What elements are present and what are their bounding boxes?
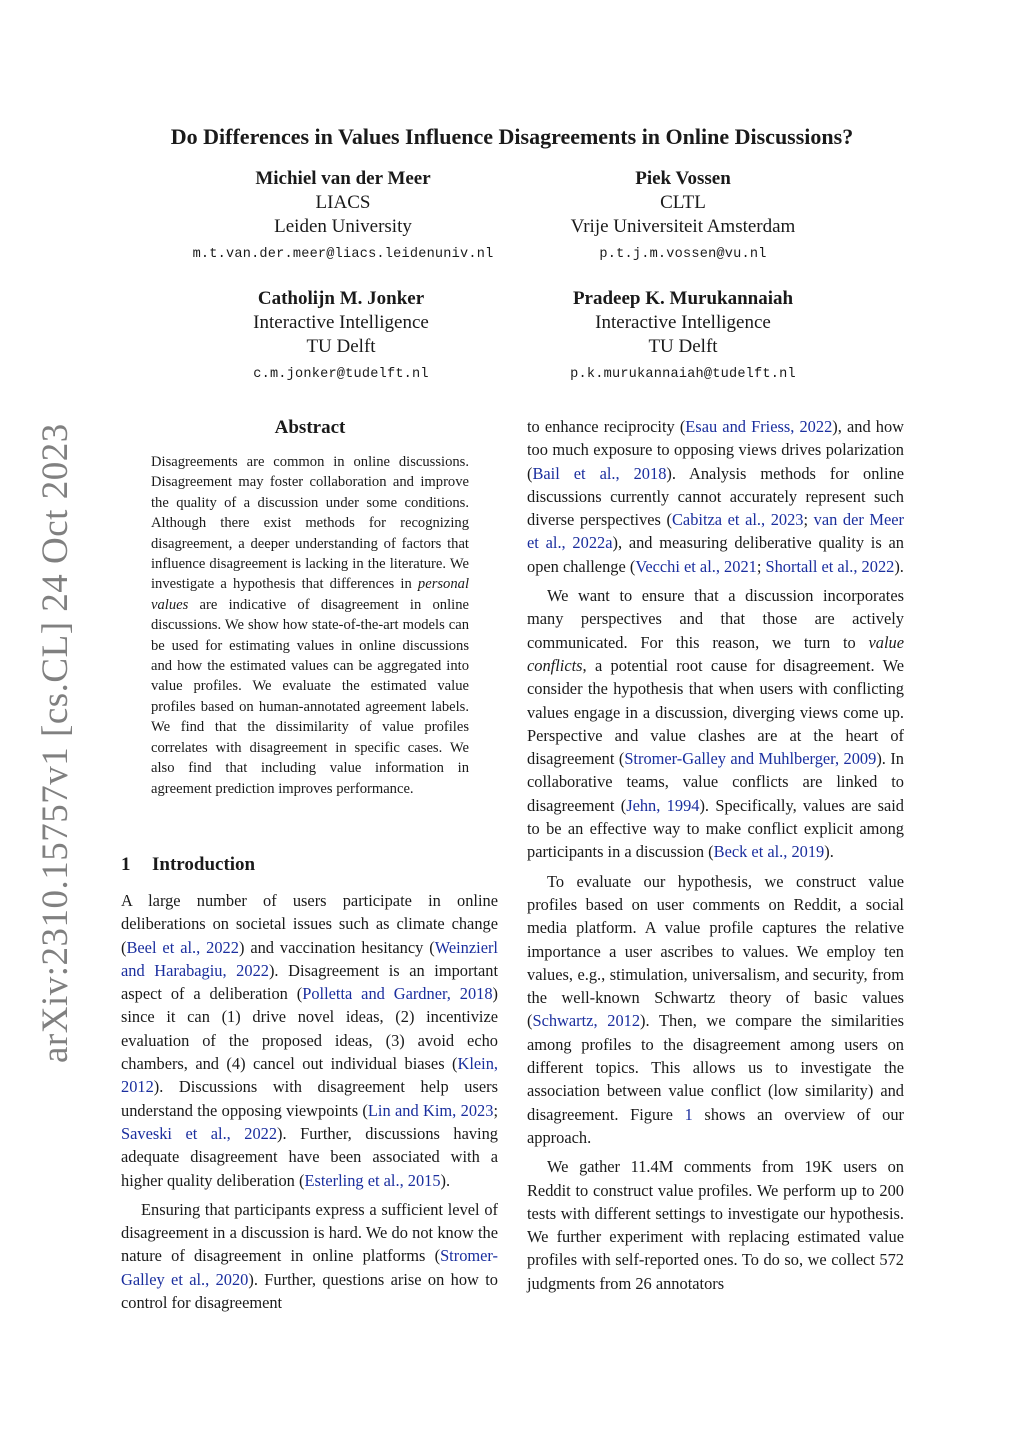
abstract-heading: Abstract <box>274 417 346 438</box>
citation-link[interactable]: Jehn, 1994 <box>626 795 700 815</box>
author-affiliation: Vrije Universiteit Amsterdam <box>570 216 796 237</box>
author-affiliation: Interactive Intelligence <box>253 312 429 333</box>
citation-link[interactable]: Schwartz, 2012 <box>532 1011 641 1031</box>
author-affiliation: Leiden University <box>274 216 412 237</box>
paragraph: A large number of users participate in online deliberations on societal issues such as climate change (Beel et al., 2022) and vaccination hesitancy (Weinzierl and Harabagiu, 2022). Disagreement is an important aspect of a deliberation (Polletta and Gardner, 2018) since it can (1) drive novel ideas, (2) incentivize evaluation of the proposed ideas, (3) avoid echo chambers, and (4) cancel out individual biases (Klein, 2012). Discussions with disagreement help users understand the opposing viewpoints (Lin and Kim, 2023; Saveski et al., 2022). Further, discussions having adequate disagreement have been associated with a higher quality deliberation (Esterling et al., 2015). <box>121 891 499 1190</box>
paper-title: Do Differences in Values Influence Disagreements in Online Discussions? <box>170 124 854 149</box>
figure-reference-link[interactable]: 1 <box>684 1104 693 1124</box>
citation-link[interactable]: Bail et al., 2018 <box>532 463 667 483</box>
paragraph: We gather 11.4M comments from 19K users on Reddit to construct value profiles. We perform up to 200 tests with different settings to investigate our hypothesis. We further experiment with replacing estimated value profiles with self-reported ones. To do so, we collect 572 judgments from 26 annotators <box>527 1157 904 1293</box>
citation-link[interactable]: Beel et al., 2022 <box>126 937 239 957</box>
paragraph: To evaluate our hypothesis, we construct value profiles based on user comments on Reddit, a social media platform. A value profile captures the relative importance a user ascribes to values. We employ ten values, e.g., stimulation, universalism, and security, from the well-known Schwartz theory of basic values (Schwartz, 2012). Then, we compare the similarities among profiles to the disagreement among users on different topics. This allows us to investigate the association between value conflict (low similarity) and disagreement. Figure 1 shows an overview of our approach. <box>527 871 905 1147</box>
author-email[interactable]: p.t.j.m.vossen@vu.nl <box>599 247 767 262</box>
citation-link[interactable]: Esterling et al., 2015 <box>304 1170 441 1190</box>
author-name: Piek Vossen <box>635 168 731 189</box>
arxiv-identifier: arXiv:2310.15757v1 [cs.CL] 24 Oct 2023 <box>35 423 76 1063</box>
citation-link[interactable]: Stromer-Galley et al., 2020 <box>121 1246 498 1289</box>
citation-link[interactable]: Polletta and Gardner, 2018 <box>302 984 493 1004</box>
emphasis: value conflicts <box>527 632 904 675</box>
right-column <box>527 415 904 1295</box>
author-email[interactable]: p.k.murukannaiah@tudelft.nl <box>570 367 796 382</box>
author-name: Pradeep K. Murukannaiah <box>572 288 794 309</box>
author-affiliation: Interactive Intelligence <box>595 312 771 333</box>
left-column <box>121 889 498 1314</box>
citation-link[interactable]: Cabitza et al., 2023 <box>672 510 804 530</box>
author-name: Catholijn M. Jonker <box>257 288 425 309</box>
author-block-2 <box>473 167 893 266</box>
section-heading <box>121 853 255 877</box>
author-affiliation: TU Delft <box>306 336 376 357</box>
paragraph: to enhance reciprocity (Esau and Friess, 2022), and how too much exposure to opposing views drives polarization (Bail et al., 2018). Analysis methods for online discussions currently cannot accurately represent such diverse perspectives (Cabitza et al., 2023; van der Meer et al., 2022a), and measuring deliberative quality is an open challenge (Vecchi et al., 2021; Shortall et al., 2022). <box>527 417 905 576</box>
author-name: Michiel van der Meer <box>255 168 431 189</box>
abstract-text: Disagreements are common in online discussions. Disagreement may foster collaboration and improve the quality of a discussion under some conditions. Although there exist methods for recognizing disagreement, a deeper understanding of factors that influence disagreement is lacking in the literature. We investigate a hypothesis that differences in <box>151 454 469 593</box>
abstract-body <box>151 452 469 799</box>
citation-link[interactable]: Beck et al., 2019 <box>713 842 825 862</box>
citation-link[interactable]: Stromer-Galley and Muhlberger, 2009 <box>624 749 877 769</box>
citation-link[interactable]: Klein, 2012 <box>121 1054 498 1097</box>
citation-link[interactable]: Weinzierl and Harabagiu, 2022 <box>121 937 498 980</box>
citation-link[interactable]: Esau and Friess, 2022 <box>685 417 833 436</box>
author-email[interactable]: c.m.jonker@tudelft.nl <box>253 367 429 382</box>
citation-link[interactable]: Shortall et al., 2022 <box>765 556 895 576</box>
citation-link[interactable]: Saveski et al., 2022 <box>121 1123 278 1143</box>
section-title: Introduction <box>152 854 256 875</box>
paragraph: We want to ensure that a discussion incorporates many perspectives and that those are actively communicated. For this reason, we turn to value conflicts, a potential root cause for disagreement. We consider the hypothesis that when users with conflicting values engage in a discussion, diverging views come up. Perspective and value clashes are at the heart of disagreement (Stromer-Galley and Muhlberger, 2009). In collaborative teams, value conflicts are linked to disagreement (Jehn, 1994). Specifically, values are said to be an effective way to make conflict explicit among participants in a discussion (Beck et al., 2019). <box>527 586 905 862</box>
author-affiliation: TU Delft <box>648 336 718 357</box>
author-affiliation: CLTL <box>660 192 706 213</box>
abstract-emphasis: personal values <box>151 576 469 613</box>
citation-link[interactable]: van der Meer et al., 2022a <box>527 510 905 553</box>
author-email[interactable]: m.t.van.der.meer@liacs.leidenuniv.nl <box>192 247 494 262</box>
author-block-4 <box>473 287 893 386</box>
citation-link[interactable]: Vecchi et al., 2021 <box>635 556 757 576</box>
section-number: 1 <box>121 854 131 875</box>
author-affiliation: LIACS <box>315 192 371 213</box>
citation-link[interactable]: Lin and Kim, 2023 <box>367 1100 494 1120</box>
paragraph: Ensuring that participants express a sufficient level of disagreement in a discussion is hard. We do not know the nature of disagreement in online platforms (Stromer-Galley et al., 2020). Further, questions arise on how to control for disagreement <box>121 1199 498 1313</box>
abstract-text: are indicative of disagreement in online discussions. We show how state-of-the-art models can be used for estimating values in online discussions and how the estimated values can be aggregated into value profiles. We evaluate the estimated value profiles based on human-annotated agreement labels. We find that the dissimilarity of value profiles correlates with disagreement in specific cases. We also find that including value information in agreement prediction improves performance. <box>151 596 469 797</box>
